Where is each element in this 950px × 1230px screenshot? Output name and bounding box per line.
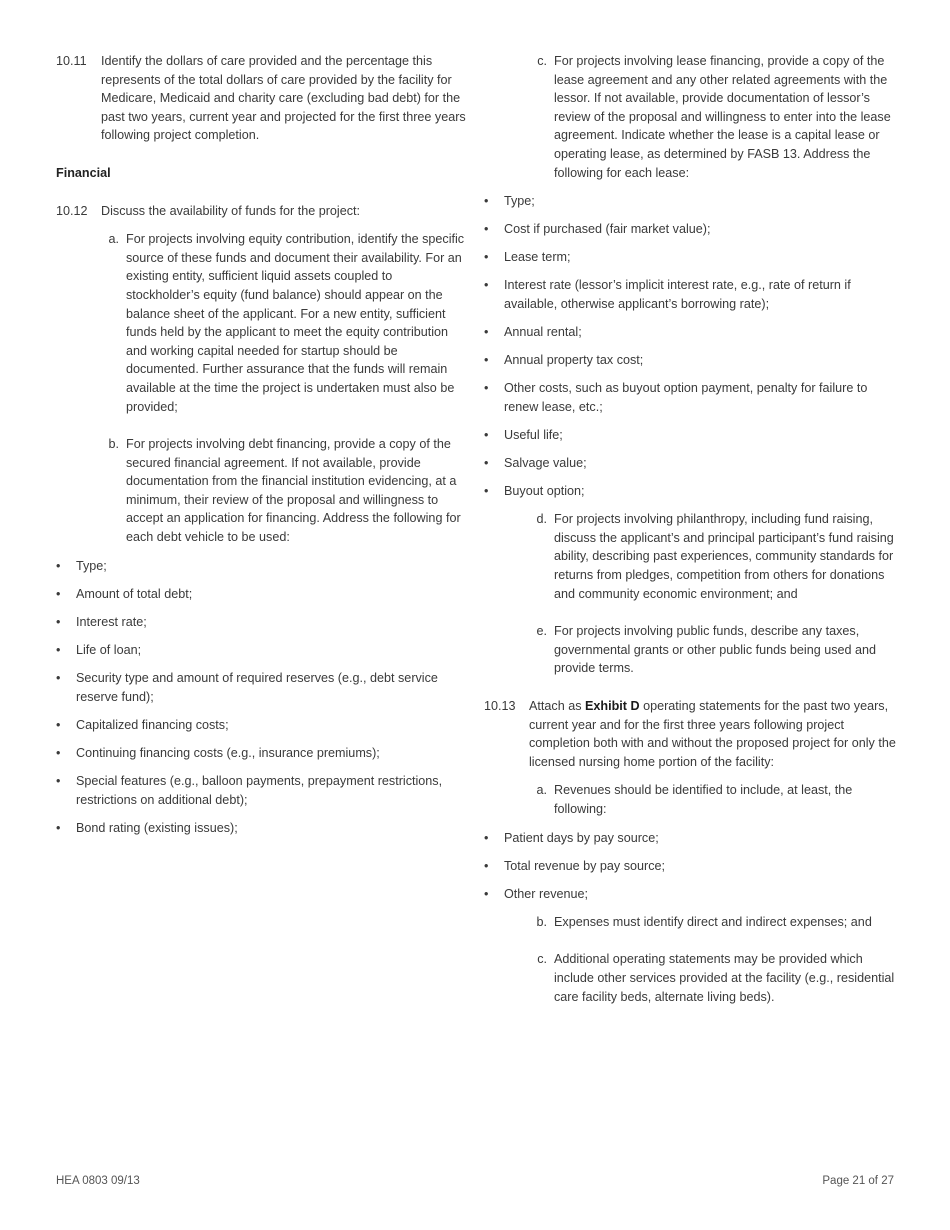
- list-item: • Buyout option;: [484, 482, 896, 501]
- list-item: • Amount of total debt;: [56, 585, 468, 604]
- subitem-b-debt: [101, 435, 468, 547]
- bullet-icon: •: [484, 886, 489, 901]
- bullet-icon: •: [484, 381, 489, 396]
- debt-bullet-list: [56, 557, 468, 838]
- subitem-e-public-funds: [529, 622, 896, 678]
- item-number: 10.12: [56, 203, 88, 218]
- bullet-icon: •: [56, 614, 61, 629]
- section-heading-financial: Financial: [56, 165, 111, 180]
- list-item: • Lease term;: [484, 248, 896, 267]
- exhibit-reference: Exhibit D: [585, 699, 640, 714]
- subitem-c-additional-statements: [529, 950, 896, 1006]
- list-item: • Other costs, such as buyout option payment, penalty for failure to renew lease, etc.;: [484, 379, 896, 416]
- left-column: [56, 52, 468, 847]
- lease-bullet-list: [484, 192, 896, 501]
- bullet-icon: •: [484, 456, 489, 471]
- subitem-b-expenses: [529, 913, 896, 932]
- right-column: [484, 52, 896, 1025]
- bullet-icon: •: [56, 820, 61, 835]
- subitem-text: Expenses must identify direct and indirect expenses; and: [554, 914, 872, 929]
- subitem-text: For projects involving debt financing, provide a copy of the secured financial agreement. If not available, provide documentation from the financial institution evidencing, at a minimum, their review of the proposal and willingness to accept an application for financing. Address the following for each debt vehicle to be used:: [126, 437, 461, 545]
- bullet-icon: •: [56, 642, 61, 657]
- item-text: Discuss the availability of funds for the project:: [101, 203, 360, 218]
- subitem-text: For projects involving lease financing, provide a copy of the lease agreement and any other related agreements with the lessor. If not available, provide documentation of lessor’s review of the proposal and willingness to enter into the lease agreement. Indicate whether the lease is a capital lease or operating lease, as determined by FASB 13. Address the following for each lease:: [554, 54, 891, 180]
- bullet-icon: •: [56, 745, 61, 760]
- subitem-text: For projects involving philanthropy, including fund raising, discuss the applicant’s and principal participant’s fund raising ability, describing past experiences, community standards for returns from pledges, competition from others for donations and community economic environment; and: [554, 512, 894, 601]
- subitem-label: b.: [536, 914, 547, 929]
- list-item: • Interest rate;: [56, 613, 468, 632]
- bullet-icon: •: [56, 558, 61, 573]
- page-number: Page 21 of 27: [822, 1175, 894, 1187]
- list-item: • Type;: [484, 192, 896, 211]
- subitem-label: b.: [108, 437, 119, 452]
- list-item: • Capitalized financing costs;: [56, 716, 468, 735]
- list-item: • Continuing financing costs (e.g., insurance premiums);: [56, 744, 468, 763]
- list-item: • Annual rental;: [484, 323, 896, 342]
- subitem-label: e.: [536, 624, 547, 639]
- item-text: Attach as Exhibit D operating statements for the past two years, current year and for the first three years following project completion both with and without the proposed project for only the licensed nursing home portion of the facility:: [529, 699, 896, 769]
- subitem-c-lease: [529, 52, 896, 182]
- subitem-text: For projects involving public funds, describe any taxes, governmental grants or other public funds being used and provide terms.: [554, 624, 877, 676]
- subitem-label: a.: [536, 783, 547, 798]
- subitem-text: For projects involving equity contribution, identify the specific source of these funds and document their availability. For an existing entity, sufficient liquid assets coupled to stockholder’s equity (fund balance) should appear on the balance sheet of the applicant. For a new entity, sufficient funds held by the applicant to meet the equity contribution and working capital needed for startup should be documented. Further assurance that the funds will remain available at the time the project is undertaken must also be provided;: [126, 232, 465, 414]
- bullet-icon: •: [56, 671, 61, 686]
- list-item: • Cost if purchased (fair market value);: [484, 220, 896, 239]
- subitem-text: Additional operating statements may be provided which include other services provided at the facility (e.g., residential care facility beds, alternate living beds).: [554, 952, 895, 1004]
- list-item: • Life of loan;: [56, 641, 468, 660]
- bullet-icon: •: [484, 222, 489, 237]
- item-number: 10.13: [484, 699, 516, 714]
- subitem-a-equity: [101, 230, 468, 416]
- subitem-label: d.: [536, 512, 547, 527]
- item-number: 10.11: [56, 54, 87, 68]
- form-id: HEA 0803 09/13: [56, 1175, 140, 1187]
- list-item: • Useful life;: [484, 426, 896, 445]
- subitem-label: c.: [537, 54, 547, 68]
- list-item: • Security type and amount of required reserves (e.g., debt service reserve fund);: [56, 669, 468, 706]
- list-item: • Bond rating (existing issues);: [56, 819, 468, 838]
- list-item: • Interest rate (lessor’s implicit interest rate, e.g., rate of return if available, otherwise applicant’s borrowing rate);: [484, 276, 896, 313]
- bullet-icon: •: [484, 278, 489, 293]
- list-item: • Other revenue;: [484, 885, 896, 904]
- list-item: • Annual property tax cost;: [484, 351, 896, 370]
- subitem-d-philanthropy: [529, 510, 896, 603]
- bullet-icon: •: [484, 484, 489, 499]
- bullet-icon: •: [484, 325, 489, 340]
- bullet-icon: •: [484, 428, 489, 442]
- revenue-bullet-list: [484, 829, 896, 904]
- list-item: • Patient days by pay source;: [484, 829, 896, 848]
- list-item: • Special features (e.g., balloon payments, prepayment restrictions, restrictions on additional debt);: [56, 772, 468, 809]
- bullet-icon: •: [484, 858, 489, 873]
- item-10-13: [484, 697, 896, 771]
- subitem-a-revenues: [529, 781, 896, 818]
- bullet-icon: •: [484, 353, 489, 368]
- bullet-icon: •: [56, 773, 61, 788]
- bullet-icon: •: [484, 250, 489, 265]
- list-item: • Total revenue by pay source;: [484, 857, 896, 876]
- bullet-icon: •: [484, 830, 489, 845]
- subitem-label: c.: [537, 952, 547, 967]
- subitem-text: Revenues should be identified to include, at least, the following:: [554, 783, 853, 816]
- subitem-label: a.: [108, 232, 119, 247]
- item-10-11: [56, 52, 468, 145]
- list-item: • Type;: [56, 557, 468, 576]
- item-text: Identify the dollars of care provided and the percentage this represents of the total dollars of care provided by the facility for Medicare, Medicaid and charity care (excluding bad debt) for the past two years, current year and projected for the first three years following project completion.: [101, 54, 466, 143]
- bullet-icon: •: [56, 586, 61, 601]
- bullet-icon: •: [484, 194, 489, 209]
- item-10-12: [56, 202, 468, 221]
- list-item: • Salvage value;: [484, 454, 896, 473]
- bullet-icon: •: [56, 717, 61, 732]
